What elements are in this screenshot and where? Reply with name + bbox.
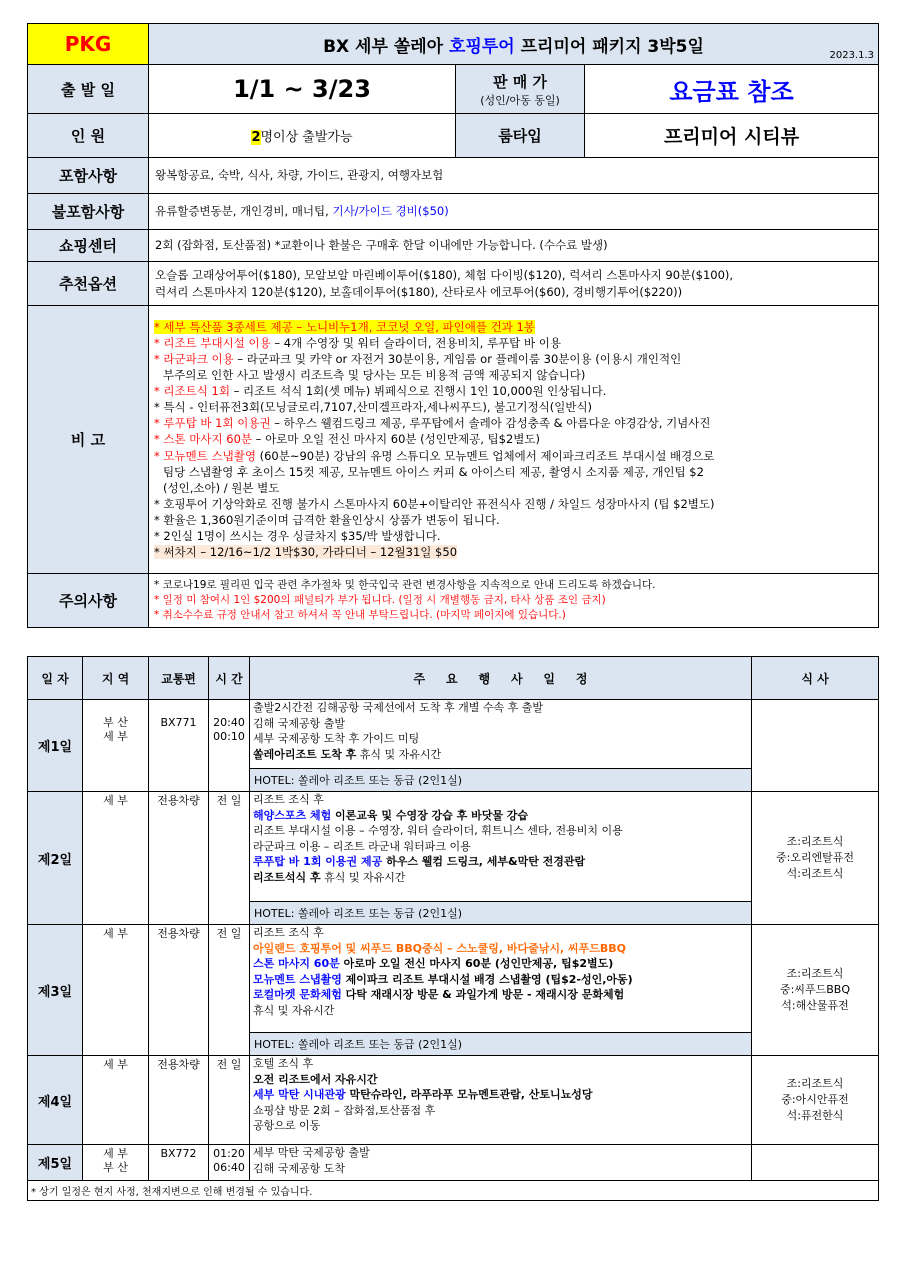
caution-item: * 취소수수료 규정 안내서 참고 하셔서 꼭 안내 부탁드립니다. (마지막 페이지에 있습니다.) xyxy=(154,609,566,621)
day-2-hotel: HOTEL: 쏠레아 리조트 또는 동급 (2인1실) xyxy=(250,902,752,925)
caution-label: 주의사항 xyxy=(28,574,149,628)
day-5-plan: 세부 막탄 국제공항 출발 김해 국제공항 도착 xyxy=(250,1145,752,1181)
day-3-time: 전 일 xyxy=(209,925,250,1056)
col-region-header: 지 역 xyxy=(83,657,149,700)
day-4-region: 세 부 xyxy=(83,1056,149,1145)
shopping-label: 쇼핑센터 xyxy=(28,230,149,262)
remark-item: * 써차지 – 12/16~1/2 1박$30, 가라디너 – 12월31일 $50 xyxy=(154,545,458,560)
col-meal-header: 식 사 xyxy=(752,657,879,700)
remark-item: * 호핑투어 기상악화로 진행 불가시 스톤마사지 60분+이탈리안 퓨전식사 진행 / 차일드 성장마사지 (팁 $2별도) xyxy=(154,496,715,511)
remarks-label: 비 고 xyxy=(28,306,149,574)
departure-value: 1/1 ~ 3/23 xyxy=(149,65,456,114)
day-1-label: 제1일 xyxy=(28,700,83,792)
day-2-meal: 조:리조트식 중:오리엔탈퓨전 석:리조트식 xyxy=(752,792,879,925)
room-label: 룸타입 xyxy=(456,114,585,158)
day-3-meal: 조:리조트식 중:씨푸드BBQ 석:해산물퓨전 xyxy=(752,925,879,1056)
col-day-header: 일 자 xyxy=(28,657,83,700)
price-label: 판 매 가 (성인/아동 동일) xyxy=(456,65,585,114)
day-3-transport: 전용차량 xyxy=(149,925,209,1056)
remark-item: * 세부 특산품 3종세트 제공 – 노니비누1개, 코코넛 오일, 파인애플 건과 1봉 xyxy=(154,319,535,334)
options-label: 추천옵션 xyxy=(28,262,149,306)
day-3-label: 제3일 xyxy=(28,925,83,1056)
remark-item: * 2인실 1명이 쓰시는 경우 싱글차지 $35/박 발생합니다. xyxy=(154,529,441,544)
day-2-label: 제2일 xyxy=(28,792,83,925)
people-label: 인 원 xyxy=(28,114,149,158)
col-plan-header: 주 요 행 사 일 정 xyxy=(250,657,752,700)
itinerary-table xyxy=(27,656,879,1201)
remark-item: (성인,소아) / 원본 별도 xyxy=(163,480,280,495)
remark-item: * 리조트식 1회 – 리조트 석식 1회(셋 메뉴) 뷔페식으로 진행시 1인 10,000원 인상됩니다. xyxy=(154,384,607,399)
caution-item: * 일정 미 참여시 1인 $200의 패널티가 부가 됩니다. (일정 시 개별행동 금지, 타사 상품 조인 금지) xyxy=(154,594,606,606)
package-info-table xyxy=(27,23,879,628)
day-3-hotel: HOTEL: 쏠레아 리조트 또는 동급 (2인1실) xyxy=(250,1033,752,1056)
options-value: 오슬롭 고래상어투어($180), 모알보알 마린베이투어($180), 체험 다이빙($120), 럭셔리 스톤마사지 90분($100), 럭셔리 스톤마사지 120분($120), 보홀데이투어($180), 산타로사 에코투어($60), 경비행기투어($220)) xyxy=(149,262,879,306)
remark-item: * 루푸탑 바 1회 이용권 – 하우스 웰컴드링크 제공, 루푸탑에서 솔레아 감성충족 & 아름다운 야경감상, 기념사진 xyxy=(154,416,711,431)
remark-item: 부주의로 인한 사고 발생시 리조트측 및 당사는 모든 비용적 금액 제공되지 않습니다) xyxy=(163,368,586,383)
day-4-plan: 호텔 조식 후 오전 리조트에서 자유시간 세부 막탄 시내관광 막탄슈라인, 라푸라푸 모뉴멘트관람, 산토니뇨성당 쇼핑샵 방문 2회 – 잡화점,토산품점 후 공항으로 이동 xyxy=(250,1056,752,1145)
remark-item: * 라군파크 이용 – 라군파크 및 카약 or 자전거 30분이용, 게임룸 or 플레이룸 30분이용 (이용시 개인적인 xyxy=(154,351,682,366)
footnote: * 상기 일정은 현지 사정, 천재지변으로 인해 변경될 수 있습니다. xyxy=(28,1181,879,1201)
day-4-label: 제4일 xyxy=(28,1056,83,1145)
price-value: 요금표 참조 xyxy=(585,65,879,114)
day-5-transport: BX772 xyxy=(149,1145,209,1181)
day-1-region: 부 산 세 부 xyxy=(83,700,149,792)
day-5-region: 세 부 부 산 xyxy=(83,1145,149,1181)
remark-item: 팀당 스냅촬영 후 초이스 15컷 제공, 모뉴멘트 아이스 커피 & 아이스티 제공, 촬영시 소지품 제공, 개인팁 $2 xyxy=(163,464,704,479)
remark-item: * 환율은 1,360원기준이며 급격한 환율인상시 상품가 변동이 됩니다. xyxy=(154,512,500,527)
remark-item: * 특식 - 인터퓨전3회(모닝글로리,7107,산미겔프라자,세나씨푸드), 불고기정식(일반식) xyxy=(154,400,593,415)
day-2-time: 전 일 xyxy=(209,792,250,925)
col-transport-header: 교통편 xyxy=(149,657,209,700)
room-value: 프리미어 시티뷰 xyxy=(585,114,879,158)
day-4-transport: 전용차량 xyxy=(149,1056,209,1145)
day-1-plan: 출발2시간전 김해공항 국제선에서 도착 후 개별 수속 후 출발 김해 국제공항 출발 세부 국제공항 도착 후 가이드 미팅 쏠레아리조트 도착 후 휴식 및 자유시간 xyxy=(250,700,752,769)
people-value: 2명이상 출발가능 xyxy=(149,114,456,158)
day-2-region: 세 부 xyxy=(83,792,149,925)
day-2-plan: 리조트 조식 후 해양스포츠 체험 이론교육 및 수영장 강습 후 바닷물 강습 리조트 부대시설 이용 – 수영장, 워터 슬라이더, 휘트니스 센타, 전용비치 이용 라군파크 이용 – 리조트 라군내 워터파크 이용 루푸탑 바 1회 이용권 제공 하우스 웰컴 드링크, 세부&막탄 전경관람 리조트석식 후 휴식 및 자유시간 xyxy=(250,792,752,902)
day-3-region: 세 부 xyxy=(83,925,149,1056)
col-time-header: 시 간 xyxy=(209,657,250,700)
document-date: 2023.1.3 xyxy=(829,50,875,61)
included-label: 포함사항 xyxy=(28,158,149,194)
excluded-label: 불포함사항 xyxy=(28,194,149,230)
day-1-hotel: HOTEL: 쏠레아 리조트 또는 동급 (2인1실) xyxy=(250,769,752,792)
package-title: BX 세부 쏠레아 호핑투어 프리미어 패키지 3박5일 2023.1.3 xyxy=(149,24,879,65)
day-1-time: 20:40 00:10 xyxy=(209,700,250,792)
caution-item: * 코로나19로 필리핀 입국 관련 추가절차 및 한국입국 관련 변경사항을 지속적으로 안내 드리도록 하겠습니다. xyxy=(154,579,656,591)
day-3-plan: 리조트 조식 후 아일랜드 호핑투어 및 씨푸드 BBQ중식 – 스노쿨링, 바다줄낚시, 씨푸드BBQ 스톤 마사지 60분 아로마 오일 전신 마사지 60분 (성인만제공, 팁$2별도) 모뉴멘트 스냅촬영 제이파크 리조트 부대시설 배경 스냅촬영 (팁$2-성인,아동) 로컬마켓 문화체험 다탁 재래시장 방문 & 과일가게 방문 - 재래시장 문화체험 휴식 및 자유시간 xyxy=(250,925,752,1033)
remarks-list xyxy=(149,306,879,574)
day-5-meal xyxy=(752,1145,879,1181)
day-2-transport: 전용차량 xyxy=(149,792,209,925)
day-5-label: 제5일 xyxy=(28,1145,83,1181)
included-value: 왕복항공료, 숙박, 식사, 차량, 가이드, 관광지, 여행자보험 xyxy=(149,158,879,194)
day-5-time: 01:20 06:40 xyxy=(209,1145,250,1181)
remark-item: * 스톤 마사지 60분 – 아로마 오일 전신 마사지 60분 (성인만제공, 팁$2별도) xyxy=(154,432,540,447)
day-4-meal: 조:리조트식 중:아시안퓨전 석:퓨전한식 xyxy=(752,1056,879,1145)
pkg-badge: PKG xyxy=(28,24,149,65)
excluded-value: 유류할증변동분, 개인경비, 매너팁, 기사/가이드 경비($50) xyxy=(149,194,879,230)
departure-label: 출 발 일 xyxy=(28,65,149,114)
day-1-transport: BX771 xyxy=(149,700,209,792)
shopping-value: 2회 (잡화점, 토산품점) *교환이나 환불은 구매후 한달 이내에만 가능합니다. (수수료 발생) xyxy=(149,230,879,262)
remark-item: * 모뉴멘트 스냅촬영 (60분~90분) 강남의 유명 스튜디오 모뉴멘트 업체에서 제이파크리조트 부대시설 배경으로 xyxy=(154,448,715,463)
remark-item: * 리조트 부대시설 이용 – 4개 수영장 및 워터 슬라이더, 전용비치, 루푸탑 바 이용 xyxy=(154,335,561,350)
day-4-time: 전 일 xyxy=(209,1056,250,1145)
caution-list xyxy=(149,574,879,628)
day-1-meal xyxy=(752,700,879,792)
